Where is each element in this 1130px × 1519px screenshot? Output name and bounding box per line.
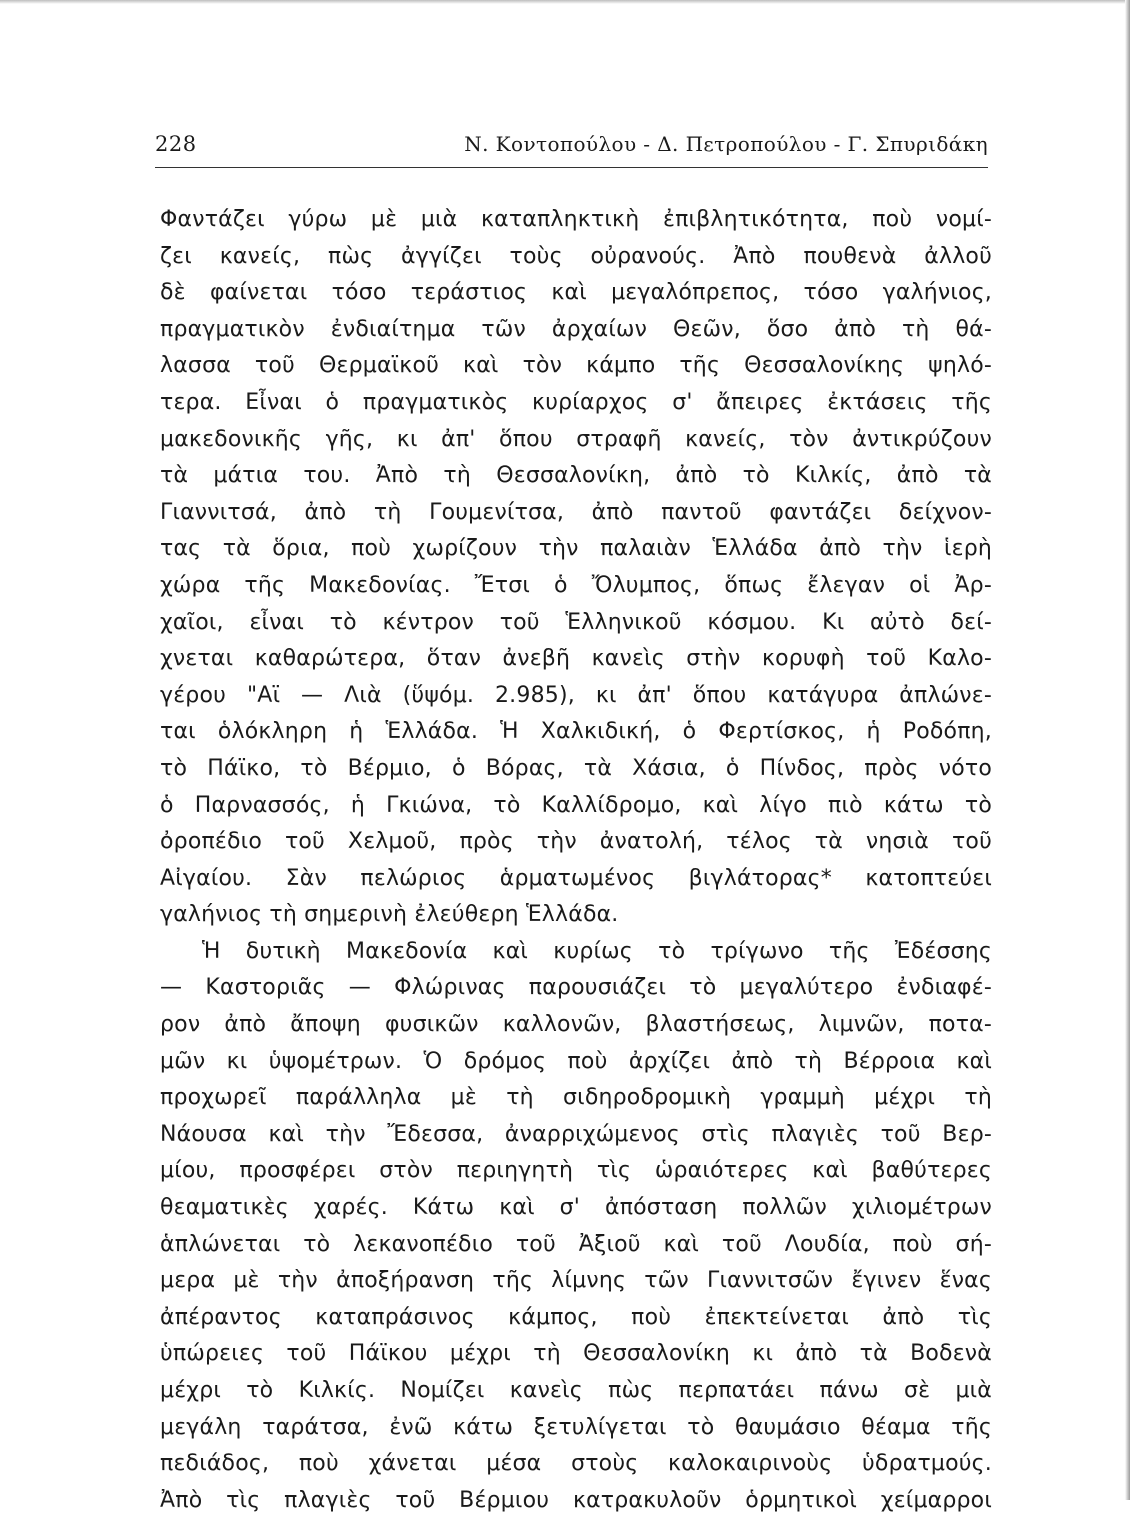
text-line: ται ὁλόκληρη ἡ Ἑλλάδα. Ἡ Χαλκιδική, ὁ Φερτίσκος, ἡ Ροδόπη, xyxy=(160,719,992,745)
text-line: Αἰγαίου. Σὰν πελώριος ἁρματωμένος βιγλάτορας* κατοπτεύει xyxy=(160,865,992,891)
scan-edge-right xyxy=(1125,0,1130,1500)
text-line: μέχρι τὸ Κιλκίς. Νομίζει κανεὶς πὼς περπατάει πάνω σὲ μιὰ xyxy=(160,1378,992,1403)
text-line: μεγάλη ταράτσα, ἐνῶ κάτω ξετυλίγεται τὸ θαυμάσιο θέαμα τῆς xyxy=(160,1414,992,1440)
paragraph-end-line: γαλήνιος τὴ σημερινὴ ἐλεύθερη Ἑλλάδα. xyxy=(160,902,619,928)
text-line: χώρα τῆς Μακεδονίας. Ἔτσι ὁ Ὄλυμπος, ὅπως ἔλεγαν οἱ Ἀρ- xyxy=(160,572,992,598)
scan-edge-top xyxy=(0,0,1130,4)
text-line: μακεδονικῆς γῆς, κι ἀπ' ὅπου στραφῆ κανείς, τὸν ἀντικρύζουν xyxy=(160,426,992,452)
text-line: τερα. Εἶναι ὁ πραγματικὸς κυρίαρχος σ' ἄπειρες ἐκτάσεις τῆς xyxy=(160,389,992,415)
paragraph-start-line: Ἡ δυτικὴ Μακεδονία καὶ κυρίως τὸ τρίγωνο τῆς Ἐδέσσης xyxy=(202,938,992,964)
text-line: τας τὰ ὅρια, ποὺ χωρίζουν τὴν παλαιὰν Ἑλλάδα ἀπὸ τὴν ἱερὴ xyxy=(160,536,992,562)
body-text xyxy=(160,202,992,1519)
text-line: ρον ἀπὸ ἄποψη φυσικῶν καλλονῶν, βλαστήσεως, λιμνῶν, ποτα- xyxy=(160,1012,992,1038)
text-line: Ἀπὸ τὶς πλαγιὲς τοῦ Βέρμιου κατρακυλοῦν ὁρμητικοὶ χείμαρροι xyxy=(160,1487,992,1513)
page-number: 228 xyxy=(155,132,197,156)
text-line: δὲ φαίνεται τόσο τεράστιος καὶ μεγαλόπρεπος, τόσο γαλήνιος, xyxy=(160,280,992,306)
header-authors: Ν. Κοντοπούλου - Δ. Πετροπούλου - Γ. Σπυριδάκη xyxy=(464,132,988,156)
text-line: χαῖοι, εἶναι τὸ κέντρον τοῦ Ἑλληνικοῦ κόσμου. Κι αὐτὸ δεί- xyxy=(160,609,992,635)
text-line: — Καστοριᾶς — Φλώρινας παρουσιάζει τὸ μεγαλύτερο ἐνδιαφέ- xyxy=(160,975,992,1001)
text-line: πεδιάδος, ποὺ χάνεται μέσα στοὺς καλοκαιρινοὺς ὑδρατμούς. xyxy=(160,1451,992,1477)
text-line: χνεται καθαρώτερα, ὅταν ἀνεβῆ κανεὶς στὴν κορυφὴ τοῦ Καλο- xyxy=(160,646,992,672)
text-line: προχωρεῖ παράλληλα μὲ τὴ σιδηροδρομικὴ γραμμὴ μέχρι τὴ xyxy=(160,1085,992,1111)
text-line: ὑπώρειες τοῦ Πάϊκου μέχρι τὴ Θεσσαλονίκη κι ἀπὸ τὰ Βοδενὰ xyxy=(160,1341,992,1367)
text-line: ὁ Παρνασσός, ἡ Γκιώνα, τὸ Καλλίδρομο, καὶ λίγο πιὸ κάτω τὸ xyxy=(160,792,992,818)
text-line: πραγματικὸν ἐνδιαίτημα τῶν ἀρχαίων Θεῶν, ὅσο ἀπὸ τὴ θά- xyxy=(160,316,992,342)
text-line: ὀροπέδιο τοῦ Χελμοῦ, πρὸς τὴν ἀνατολή, τέλος τὰ νησιὰ τοῦ xyxy=(160,829,992,855)
text-line: Νάουσα καὶ τὴν Ἔδεσσα, ἀναρριχώμενος στὶς πλαγιὲς τοῦ Βερ- xyxy=(160,1121,992,1147)
text-line: ἀπέραντος καταπράσινος κάμπος, ποὺ ἐπεκτείνεται ἀπὸ τὶς xyxy=(160,1304,992,1330)
text-line: μῶν κι ὑψομέτρων. Ὁ δρόμος ποὺ ἀρχίζει ἀπὸ τὴ Βέρροια καὶ xyxy=(160,1048,992,1074)
text-line: μίου, προσφέρει στὸν περιηγητὴ τὶς ὡραιότερες καὶ βαθύτερες xyxy=(160,1158,992,1184)
text-line: μερα μὲ τὴν ἀποξήρανση τῆς λίμνης τῶν Γιαννιτσῶν ἔγινεν ἕνας xyxy=(160,1268,992,1294)
text-line: τὸ Πάϊκο, τὸ Βέρμιο, ὁ Βόρας, τὰ Χάσια, ὁ Πίνδος, πρὸς νότο xyxy=(160,755,992,781)
text-line: Γιαννιτσά, ἀπὸ τὴ Γουμενίτσα, ἀπὸ παντοῦ φαντάζει δείχνον- xyxy=(160,499,992,525)
text-line: Φαντάζει γύρω μὲ μιὰ καταπληκτικὴ ἐπιβλητικότητα, ποὺ νομί- xyxy=(160,207,992,232)
running-head xyxy=(155,132,988,162)
text-line: ἁπλώνεται τὸ λεκανοπέδιο τοῦ Ἀξιοῦ καὶ τοῦ Λουδία, ποὺ σή- xyxy=(160,1231,992,1257)
text-line: γέρου "Αϊ — Λιὰ (ὕψόμ. 2.985), κι ἀπ' ὅπου κατάγυρα ἀπλώνε- xyxy=(160,682,992,708)
text-line: τὰ μάτια του. Ἀπὸ τὴ Θεσσαλονίκη, ἀπὸ τὸ Κιλκίς, ἀπὸ τὰ xyxy=(160,463,992,489)
text-line: ζει κανείς, πὼς ἀγγίζει τοὺς οὐρανούς. Ἀπὸ πουθενὰ ἀλλοῦ xyxy=(160,243,992,269)
header-rule xyxy=(155,167,988,168)
text-line: θεαματικὲς χαρές. Κάτω καὶ σ' ἀπόσταση πολλῶν χιλιομέτρων xyxy=(160,1195,992,1221)
text-line: λασσα τοῦ Θερμαϊκοῦ καὶ τὸν κάμπο τῆς Θεσσαλονίκης ψηλό- xyxy=(160,353,992,379)
